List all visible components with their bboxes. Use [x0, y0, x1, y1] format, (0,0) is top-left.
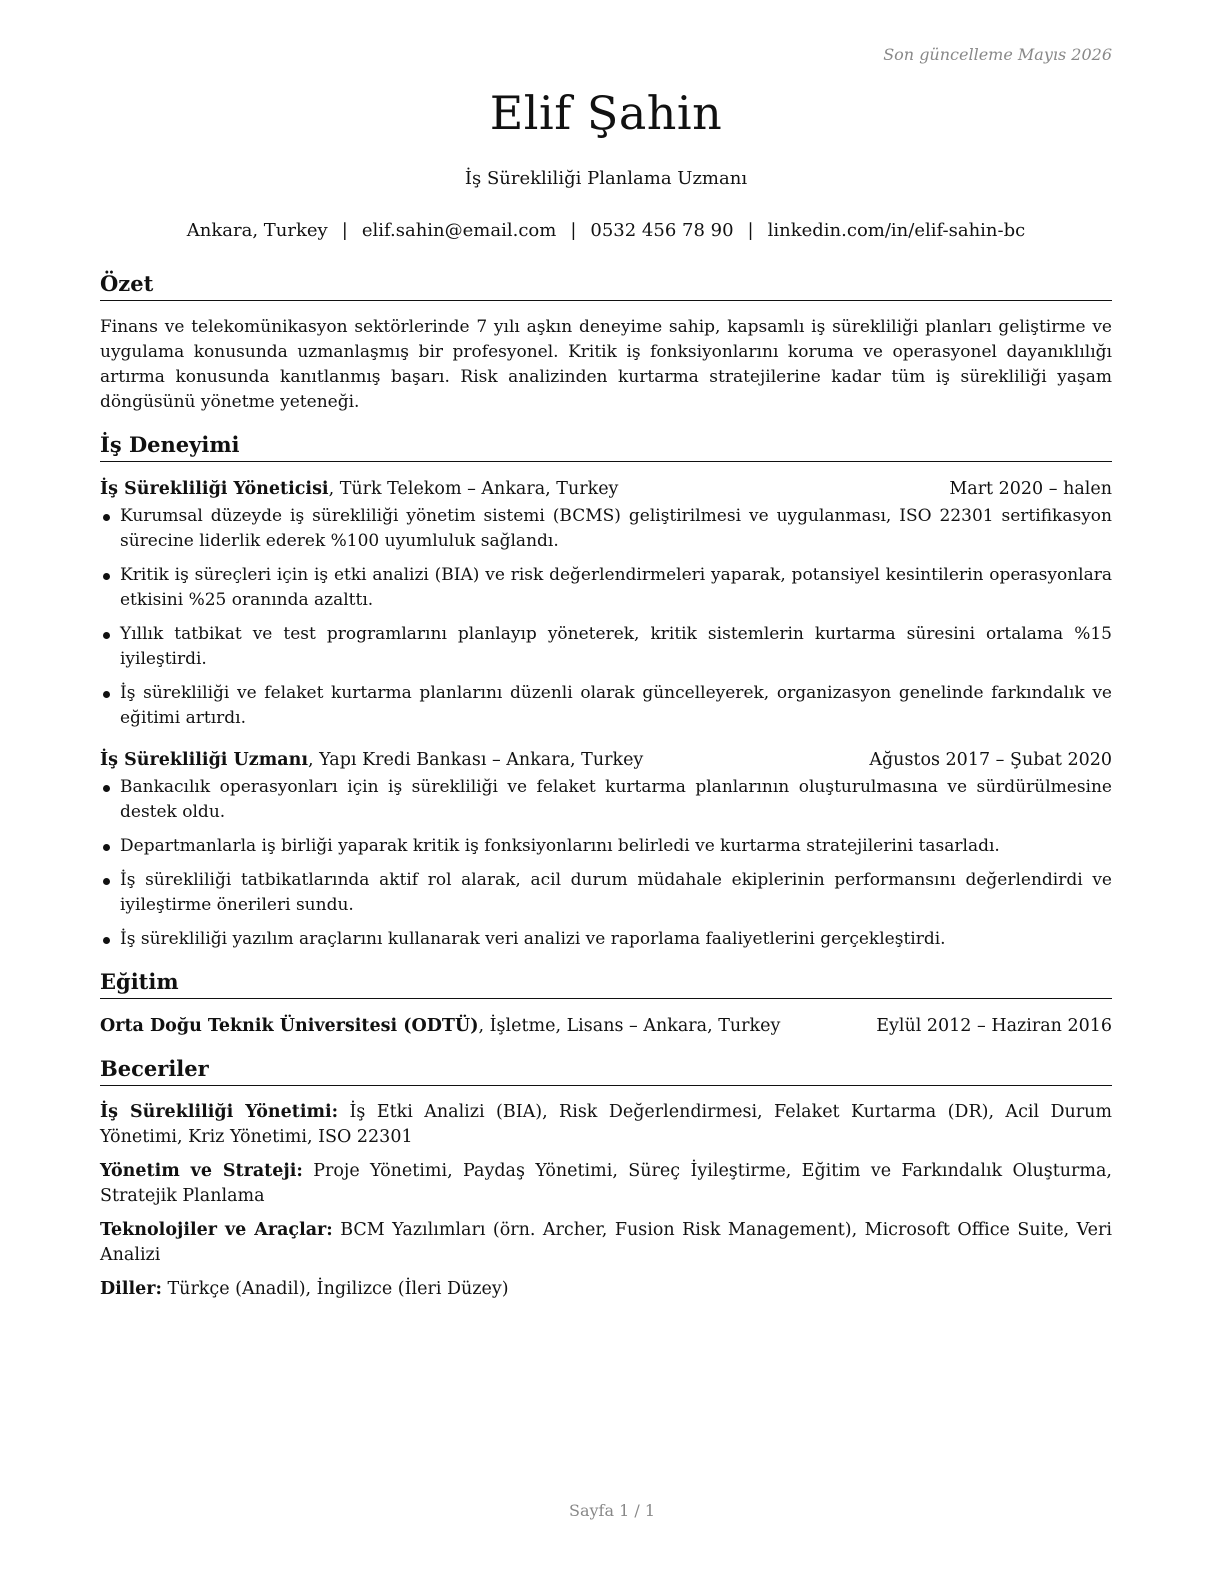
summary-heading: Özet [100, 270, 1112, 301]
skill-value: İş Etki Analizi (BIA), Risk Değerlendirmesi, Felaket Kurtarma (DR), Acil Durum Yönetimi, Kriz Yönetimi, ISO 22301 [100, 1102, 1113, 1147]
job-dates: Ağustos 2017 – Şubat 2020 [869, 750, 1112, 770]
list-item: Kurumsal düzeyde iş sürekliliği yönetim sistemi (BCMS) geliştirilmesi ve uygulanması, ISO 22301 sertifikasyon sürecine liderlik ederek %100 uyumluluk sağlandı. [100, 504, 1112, 554]
candidate-title: İş Sürekliliği Planlama Uzmanı [464, 168, 748, 189]
skill-label: Yönetim ve Strateji: [100, 1161, 303, 1181]
contact-line [100, 220, 1112, 241]
job-role: İş Sürekliliği Yöneticisi [100, 479, 329, 499]
skills-section [100, 1055, 1112, 1302]
skill-label: Diller: [100, 1279, 162, 1299]
skills-heading: Beceriler [100, 1055, 1112, 1086]
summary-text: Finans ve telekomünikasyon sektörlerinde 7 yılı aşkın deneyime sahip, kapsamlı iş sürekliliği planları geliştirme ve uygulama konusunda uzmanlaşmış bir profesyonel. Kritik iş fonksiyonlarını koruma ve operasyonel dayanıklılığı artırma konusunda kanıtlanmış başarı. Risk analizinden kurtarma stratejilerine kadar tüm iş sürekliliği yaşam döngüsünü yönetme yeteneği. [100, 317, 1112, 412]
contact-separator: | [747, 220, 754, 241]
job-dates: Mart 2020 – halen [949, 479, 1112, 499]
education-dates: Eylül 2012 – Haziran 2016 [876, 1016, 1112, 1036]
list-item: Bankacılık operasyonları için iş sürekliliği ve felaket kurtarma planlarının oluşturulmasına ve sürdürülmesine destek oldu. [100, 775, 1112, 825]
contact-linkedin[interactable]: linkedin.com/in/elif-sahin-bc [767, 220, 1026, 241]
skill-row [100, 1218, 1112, 1268]
job-org: , Yapı Kredi Bankası – Ankara, Turkey [307, 750, 644, 770]
job-entry [100, 476, 1112, 731]
education-section [100, 968, 1112, 1039]
resume-content [100, 270, 1112, 1311]
list-item: Kritik iş süreçleri için iş etki analizi (BIA) ve risk değerlendirmeleri yaparak, potansiyel kesintilerin operasyonlara etkisini %25 oranında azalttı. [100, 563, 1112, 613]
skill-row [100, 1159, 1112, 1209]
last-updated-note: Son güncelleme Mayıs 2026 [883, 45, 1112, 64]
skill-value: BCM Yazılımları (örn. Archer, Fusion Risk Management), Microsoft Office Suite, Veri Analizi [100, 1220, 1113, 1265]
contact-email[interactable]: elif.sahin@email.com [361, 220, 557, 241]
job-header [100, 747, 1112, 773]
job-entry [100, 747, 1112, 952]
list-item: İş sürekliliği tatbikatlarında aktif rol alarak, acil durum müdahale ekiplerinin performansını değerlendirdi ve iyileştirme önerileri sundu. [100, 868, 1112, 918]
summary-section [100, 270, 1112, 415]
education-school-detail [100, 1013, 780, 1039]
contact-separator: | [570, 220, 577, 241]
list-item: Departmanlarla iş birliği yaparak kritik iş fonksiyonlarını belirledi ve kurtarma stratejilerini tasarladı. [100, 834, 1112, 859]
list-item: İş sürekliliği yazılım araçlarını kullanarak veri analizi ve raporlama faaliyetlerini gerçekleştirdi. [100, 927, 1112, 952]
list-item: Yıllık tatbikat ve test programlarını planlayıp yöneterek, kritik sistemlerin kurtarma süresini ortalama %15 iyileştirdi. [100, 622, 1112, 672]
skill-label: İş Sürekliliği Yönetimi: [100, 1102, 339, 1122]
job-header [100, 476, 1112, 502]
skill-value: Proje Yönetimi, Paydaş Yönetimi, Süreç İyileştirme, Eğitim ve Farkındalık Oluşturma, Stratejik Planlama [100, 1161, 1112, 1206]
experience-section [100, 431, 1112, 952]
job-role: İş Sürekliliği Uzmanı [100, 750, 308, 770]
education-heading: Eğitim [100, 968, 1112, 999]
skill-row [100, 1100, 1112, 1150]
job-title-org [100, 747, 643, 773]
skill-value: Türkçe (Anadil), İngilizce (İleri Düzey) [161, 1279, 509, 1299]
experience-heading: İş Deneyimi [100, 431, 1112, 462]
candidate-name: Elif Şahin [489, 86, 723, 140]
skill-row [100, 1277, 1112, 1302]
skill-label: Teknolojiler ve Araçlar: [100, 1220, 333, 1240]
education-entry [100, 1013, 1112, 1039]
job-bullets [100, 504, 1112, 731]
education-detail: , İşletme, Lisans – Ankara, Turkey [478, 1016, 781, 1036]
job-bullets [100, 775, 1112, 952]
list-item: İş sürekliliği ve felaket kurtarma planlarını düzenli olarak güncelleyerek, organizasyon genelinde farkındalık ve eğitimi artırdı. [100, 681, 1112, 731]
job-org: , Türk Telekom – Ankara, Turkey [328, 479, 619, 499]
education-school: Orta Doğu Teknik Üniversitesi (ODTÜ) [100, 1016, 479, 1036]
contact-separator: | [341, 220, 348, 241]
page-number: Sayfa 1 / 1 [568, 1501, 655, 1520]
job-title-org [100, 476, 618, 502]
contact-location: Ankara, Turkey [186, 220, 328, 241]
contact-phone: 0532 456 78 90 [590, 220, 734, 241]
